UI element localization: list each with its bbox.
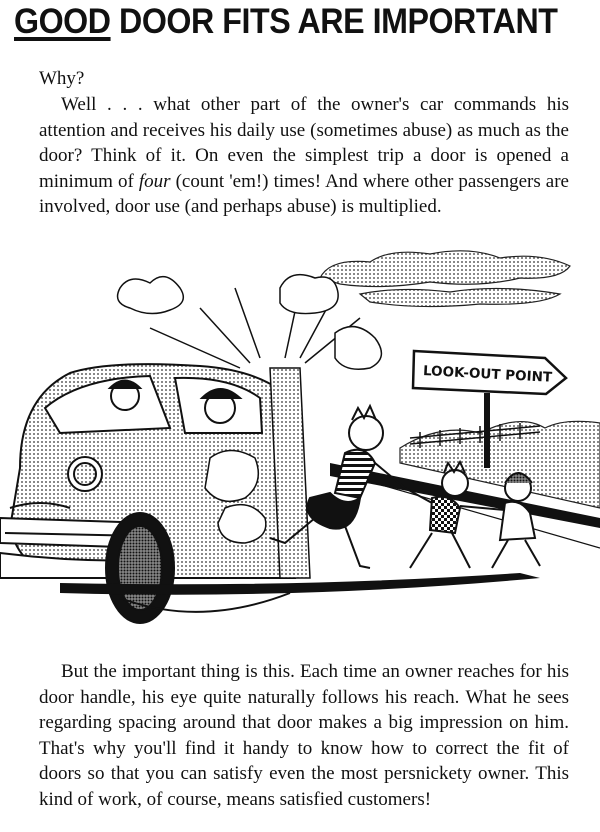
- sky-clouds: [320, 251, 570, 307]
- title-rest: DOOR FITS ARE IMPORTANT: [110, 2, 558, 41]
- why-line: Why?: [39, 68, 85, 89]
- closing-paragraph: But the important thing is this. Each time an owner reaches for his door handle, his eye quite naturally follows his reach. What he sees regarding spacing around that door makes a big impression on him. That's why you'll find it handy to know how to correct the fit of doors so that you can satisfy even the most persnickety owner. This kind of work, of course, means satisfied customers!: [39, 661, 569, 810]
- intro-emphasis: four: [138, 170, 171, 192]
- cartoon-illustration: [0, 248, 600, 648]
- intro-paragraph: [39, 92, 569, 220]
- intro-text-b: (count 'em!) times! And where other passengers are involved, door use (and perhaps abuse) is multiplied.: [39, 170, 569, 217]
- title-emphasis: GOOD: [14, 2, 111, 41]
- sign-label: LOOK-OUT POINT: [422, 363, 553, 386]
- intro-text-a: Well . . . what other part of the owner's car commands his attention and receives his daily use (sometimes abuse) as much as the door? Think of it. On even the simplest trip a door is opened a minimum of: [39, 94, 569, 192]
- page-title: [14, 2, 558, 42]
